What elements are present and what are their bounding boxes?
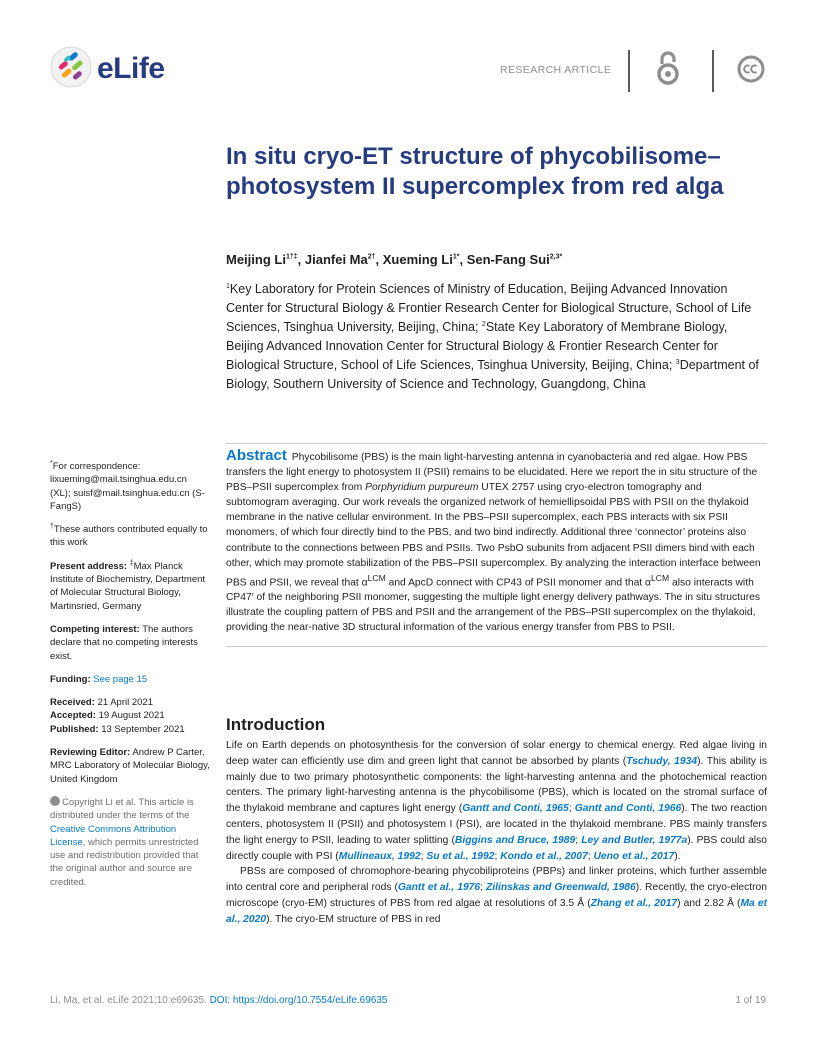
affiliations <box>226 280 766 394</box>
present-address-block: Present address: ‡Max Planck Institute of Biochemistry, Department of Molecular Structural Biology, Martinsried, Germany <box>50 559 206 612</box>
citation-link[interactable]: Zilinskas and Greenwald, 1986 <box>486 882 636 894</box>
affiliation-2: State Key Laboratory of Membrane Biology, Beijing Advanced Innovation Center for Structural Biology & Frontier Research Center for Biological Structure, School of Life Sciences, Tsinghua University, Beijing, China; <box>226 320 728 372</box>
citation-link[interactable]: Zhang et al., 2017 <box>590 897 678 909</box>
citation-link[interactable]: Gantt et al., 1976 <box>397 882 481 894</box>
affil-sup: 3 <box>675 358 680 366</box>
reviewing-editor-block: Reviewing Editor: Andrew P Carter, MRC Laboratory of Molecular Biology, United Kingdom <box>50 747 210 785</box>
author-name[interactable]: Meijing Li <box>226 252 286 267</box>
license-link[interactable]: Creative Commons Attribution License <box>50 823 177 848</box>
paragraph: PBSs are composed of chromophore-bearing phycobiliproteins (PBPs) and linker proteins, which further assemble into central core and peripheral rods (Gantt et al., 1976; Zilinskas and Greenwald, 1986). Recently, the cryo-electron microscope (cryo-EM) structures of PBS from red algae at resolutions of 3.5 Å (Zhang et al., 2017) and 2.82 Å (Ma et al., 2020). The cryo-EM structure of PBS in red <box>226 866 768 925</box>
copyright-cc-icon <box>50 796 60 806</box>
introduction-heading: Introduction <box>226 715 326 734</box>
introduction-body <box>226 738 767 928</box>
author-sup: 2,3* <box>549 253 563 261</box>
author-name[interactable]: Jianfei Ma <box>304 252 368 267</box>
article-type: RESEARCH ARTICLE <box>500 64 612 76</box>
author-sup: 1* <box>452 253 460 261</box>
elife-logo-icon <box>50 46 92 88</box>
header-divider <box>712 50 714 92</box>
citation-link[interactable]: Su et al., 1992 <box>426 850 495 862</box>
creative-commons-icon[interactable] <box>737 55 765 88</box>
funding-block: Funding: See page 15 <box>50 673 148 685</box>
funding-link[interactable]: See page 15 <box>93 673 148 685</box>
citation-link[interactable]: Tschudy, 1934 <box>626 755 698 767</box>
citation-link[interactable]: Ma et al., 2020 <box>226 897 768 925</box>
author-list: Meijing $Li^{1\dagger\ddagger}$, Jianfei $Ma^{2\dagger}$, Xueming $Li^{1*}$, Sen-Fang Sui$^{2,3*}$ <box>226 252 563 267</box>
citation-link[interactable]: Kondo et al., 2007 <box>500 850 588 862</box>
doi-link[interactable]: DOI: https://doi.org/10.7554/eLife.69635 <box>209 995 388 1006</box>
author-sup: 2† <box>367 253 376 261</box>
citation-link[interactable]: Mullineaux, 1992 <box>338 850 421 862</box>
affiliation-3: Department of Biology, Southern University of Science and Technology, Guangdong, China <box>226 358 759 391</box>
citation-link[interactable]: Ley and Butler, 1977a <box>581 834 688 846</box>
elife-logo[interactable] <box>50 46 190 94</box>
logo-text: eLife <box>97 52 165 85</box>
affil-sup: 2 <box>481 320 486 328</box>
citation-link[interactable]: Gantt and Conti, 1965 <box>462 803 569 815</box>
author-name[interactable]: Xueming Li <box>382 252 453 267</box>
affil-sup: 1 <box>226 282 230 290</box>
accepted-date: 19 August 2021 <box>98 710 165 722</box>
correspondence-label: For correspondence: <box>52 461 141 472</box>
footer-citation: Li, Ma, et al. eLife 2021;10:e69635. DOI: https://doi.org/10.7554/eLife.69635 <box>50 995 388 1006</box>
citation-link[interactable]: Biggins and Bruce, 1989 <box>454 834 576 846</box>
abstract: Abstract Phycobilisome (PBS) is the main light-harvesting antenna in cyanobacteria and red algae. How PBS transfers the light energy to photosystem II (PSII) remains to be elucidated. Here we report the in situ structure of the PBS–PSII supercomplex from Porphyridium purpureum UTEX 2757 using cryo-electron tomography and subtomogram averaging. Our work reveals the organized network of hemiellipsoidal PBS with PSII on the thylakoid membrane in the native cellular environment. In the PBS–PSII supercomplex, each PBS interacts with six PSII monomers, of which four directly bind to the PBS, and two bind indirectly. Additional three ‘connector’ proteins also contribute to the connections between PBS and PSIIs. Two PsbO subunits from adjacent PSII dimers bind with each other, which may promote stabilization of the PBS–PSII supercomplex. By analyzing the interaction interface between PBS and PSII, we reveal that $\alpha^{LCM}$ and ApcD connect with CP43 of PSII monomer and that $\alpha^{LCM}$ also interacts with CP47′ of the neighboring PSII monomer, suggesting the multiple light energy delivery pathways. The in situ structures illustrate the coupling pattern of PBS and PSII and the arrangement of the PBS–PSII supercomplex on the thylakoid, providing the near-native 3D structural information of the various energy transfer from PBS to PSII. <box>226 443 767 647</box>
competing-interest-block: Competing interest: The authors declare that no competing interests exist. <box>50 623 198 662</box>
dates-block: Received: 21 April 2021 Accepted: 19 August 2021 Published: 13 September 2021 <box>50 697 185 735</box>
correspondence-block: *For correspondence: lixueming@mail.tsinghua.edu.cn (XL); suisf@mail.tsinghua.edu.cn (S-FangS) <box>50 459 205 512</box>
article-sidebar <box>50 460 210 899</box>
abstract-heading: Abstract <box>226 447 287 464</box>
copyright-block: Copyright Li et al. This article is distributed under the terms of the Creative Commons Attribution License, which permits unrestricted use and redistribution provided that the original author and source are credited. <box>50 796 199 888</box>
open-access-icon[interactable] <box>656 50 680 91</box>
correspondence-emails[interactable]: lixueming@mail.tsinghua.edu.cn (XL); suisf@mail.tsinghua.edu.cn (S-FangS) <box>50 474 205 512</box>
header-divider <box>628 50 630 92</box>
affiliation-1: Key Laboratory for Protein Sciences of Ministry of Education, Beijing Advanced Innovation Center for Structural Biology & Frontier Research Center for Biological Structure, School of Life Sciences, Tsinghua University, Beijing, China; <box>226 282 752 334</box>
citation-link[interactable]: Gantt and Conti, 1966 <box>574 803 682 815</box>
species-name: Porphyridium purpureum <box>365 482 479 494</box>
author-sup: 1†‡ <box>285 253 298 261</box>
citation-link[interactable]: Ueno et al., 2017 <box>593 850 675 862</box>
author-name[interactable]: Sen-Fang Sui <box>466 252 550 267</box>
paragraph: Life on Earth depends on photosynthesis for the conversion of solar energy to chemical energy. Red algae living in deep water can efficiently use dim and green light that cannot be absorbed by plants (Tschudy, 1934). This ability is mainly due to two primary photosynthetic components: the light-harvesting antenna and the photochemical reaction centers. The primary light-harvesting antenna is the phycobilisome (PBS), which is located on the stromal surface of the thylakoid membrane and captures light energy (Gantt and Conti, 1965; Gantt and Conti, 1966). The two reaction centers, photosystem II (PSII) and photosystem I (PSI), are located in the thylakoid membrane. PBS mainly transfers the light energy to PSII, leading to water splitting (Biggins and Bruce, 1989; Ley and Butler, 1977a). PBS could also directly couple with PSI (Mullineaux, 1992; Su et al., 1992; Kondo et al., 2007; Ueno et al., 2017). <box>226 740 767 862</box>
page-number: 1 of 19 <box>735 995 766 1006</box>
received-date: 21 April 2021 <box>97 697 153 709</box>
article-title: In situ cryo-ET structure of phycobilisome–photosystem II supercomplex from red alga <box>226 143 724 200</box>
published-date: 13 September 2021 <box>101 723 185 735</box>
equal-contribution-note: †These authors contributed equally to this work <box>50 523 208 549</box>
